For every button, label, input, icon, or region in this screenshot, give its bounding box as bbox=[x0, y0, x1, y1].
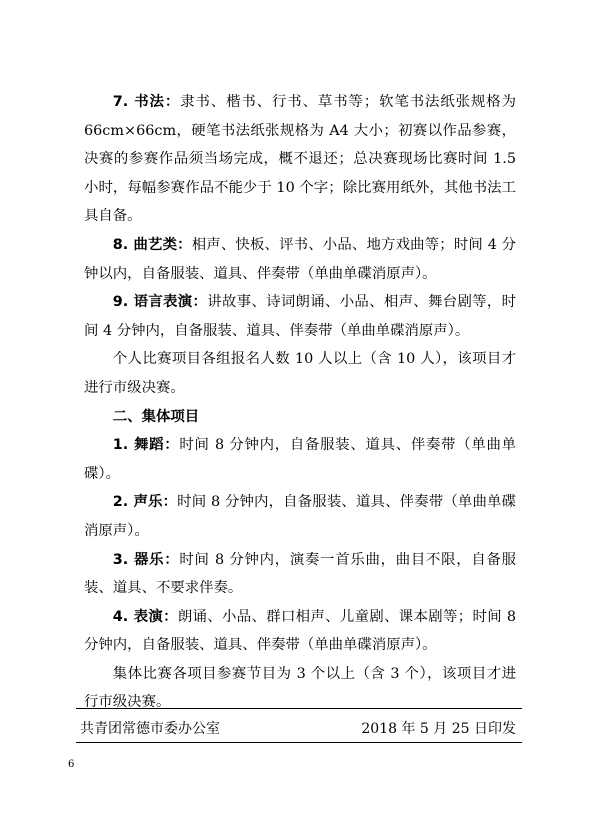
item-label: 3. 器乐： bbox=[112, 551, 180, 568]
item-text: 隶书、楷书、行书、草书等；软笔书法纸张规格为66cm×66cm，硬笔书法纸张规格为 A4 大小；初赛以作品参赛，决赛的参赛作品须当场完成，概不退还；总决赛现场比赛时间 1.5 小时，每幅参赛作品不能少于 10 个字；除比赛用纸外，其他书法工具自备。 bbox=[84, 94, 516, 225]
document-body bbox=[84, 88, 516, 717]
page-number: 6 bbox=[68, 759, 75, 770]
item-label: 2. 声乐： bbox=[112, 494, 178, 511]
group-item-dance bbox=[84, 431, 516, 488]
item-text: 时间 8 分钟内，自备服装、道具、伴奏带（单曲单碟消原声）。 bbox=[84, 494, 516, 539]
item-text: 时间 8 分钟内，自备服装、道具、伴奏带（单曲单碟）。 bbox=[84, 437, 516, 482]
item-label: 9. 语言表演： bbox=[112, 294, 208, 311]
item-label: 7. 书法： bbox=[112, 94, 181, 110]
footer-issuer: 共青团常德市委办公室 bbox=[80, 721, 220, 737]
item-label: 1. 舞蹈： bbox=[112, 437, 180, 454]
item-text: 讲故事、诗词朗诵、小品、相声、舞台剧等，时间 4 分钟内，自备服装、道具、伴奏带（单曲单碟消原声）。 bbox=[84, 294, 516, 339]
item-text: 相声、快板、评书、小品、地方戏曲等；时间 4 分钟以内，自备服装、道具、伴奏带（单曲单碟消原声）。 bbox=[84, 236, 516, 282]
item-language-performance bbox=[84, 288, 516, 345]
footer bbox=[80, 718, 516, 738]
footer-top-rule bbox=[76, 708, 522, 709]
item-calligraphy bbox=[84, 88, 516, 231]
footer-bottom-rule bbox=[76, 742, 522, 743]
group-item-vocal bbox=[84, 488, 516, 545]
item-text: 朗诵、小品、群口相声、儿童剧、课本剧等；时间 8 分钟内，自备服装、道具、伴奏带（单曲单碟消原声）。 bbox=[84, 608, 516, 654]
group-item-instrumental bbox=[84, 546, 516, 603]
group-note: 集体比赛各项目参赛节目为 3 个以上（含 3 个），该项目才进行市级决赛。 bbox=[84, 665, 516, 711]
item-label: 4. 表演： bbox=[112, 608, 178, 625]
item-text: 时间 8 分钟内，演奏一首乐曲，曲目不限，自备服装、道具、不要求伴奏。 bbox=[84, 551, 516, 597]
footer-date: 2018 年 5 月 25 日印发 bbox=[361, 721, 516, 737]
item-quyi bbox=[84, 231, 516, 288]
group-item-performance bbox=[84, 603, 516, 660]
item-label: 8. 曲艺类： bbox=[112, 236, 192, 253]
individual-note: 个人比赛项目各组报名人数 10 人以上（含 10 人），该项目才进行市级决赛。 bbox=[84, 351, 516, 396]
section-heading: 二、集体项目 bbox=[112, 408, 200, 425]
